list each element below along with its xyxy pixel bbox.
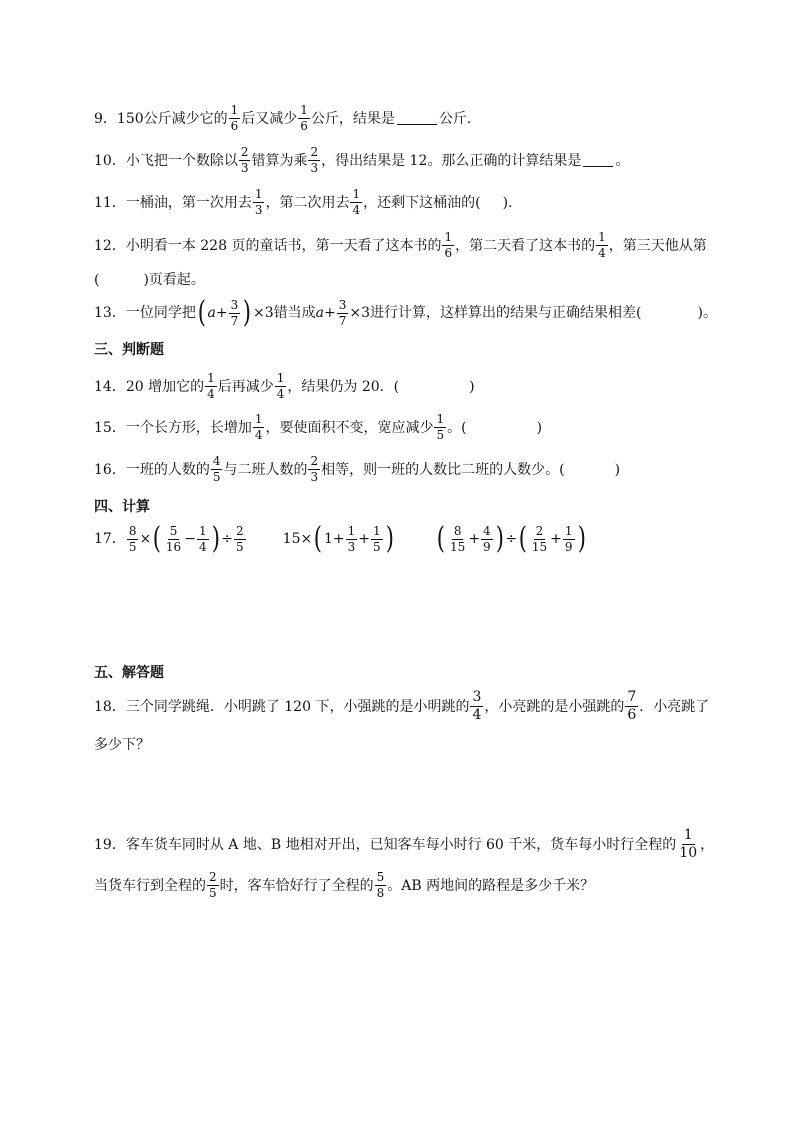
question-11 [94, 188, 513, 217]
q16-text-a: 一班的人数的 [125, 461, 210, 478]
q9-text-b: 后又减少 [241, 110, 298, 127]
q13-left-paren: ( [197, 295, 206, 330]
q17-e3-left-paren-1: ( [437, 521, 446, 556]
q12-text-e: )页看起。 [143, 272, 205, 288]
q9-text-a: 150公斤减少它的 [116, 110, 228, 127]
question-16 [94, 455, 620, 484]
q17-e1-fraction-3: $\frac{1}{4}$ [198, 523, 207, 554]
q19-text-b: ， [700, 836, 715, 853]
q15-text-a: 一个长方形，长增加 [125, 419, 252, 436]
q12-fraction-2: $\frac{1}{4}$ [598, 230, 606, 260]
q19-text-d: 时，客车恰好行了全程的 [219, 877, 374, 894]
q17-e2-left-paren: ( [313, 521, 323, 556]
q14-text-a: 20 增加它的 [125, 378, 205, 395]
q17-e1-fraction-1: $\frac{8}{5}$ [128, 523, 137, 554]
q17-e3-left-paren-2: ( [518, 521, 528, 556]
q13-text-b: 错当成 [273, 305, 316, 321]
q13-times-2: ×3 [349, 305, 371, 321]
q9-text-c: 公斤，结果是 [310, 110, 395, 127]
question-18-line-2 [94, 738, 150, 752]
q13-var-1: a [207, 305, 216, 321]
q17-e2-plus: + [358, 531, 370, 547]
q17-e2-one: 1+ [323, 531, 345, 547]
q12-text-b: ，第二天看了这本书的 [455, 237, 596, 254]
q17-expression-3 [435, 521, 587, 556]
q12-fraction-1: $\frac{1}{6}$ [444, 230, 453, 260]
q10-answer-blank[interactable] [583, 154, 613, 167]
q17-e3-fraction-1: $\frac{8}{15}$ [450, 523, 466, 554]
q15-fraction-2: $\frac{1}{5}$ [436, 412, 445, 442]
q11-fraction-1: $\frac{1}{3}$ [254, 187, 263, 217]
question-9 [94, 104, 471, 133]
q17-e3-fraction-3: $\frac{2}{15}$ [531, 523, 548, 554]
q9-text-d: 公斤. [438, 110, 472, 127]
q19-text-c: 当货车行到全程的 [94, 877, 206, 894]
q15-fraction-1: $\frac{1}{4}$ [254, 412, 263, 442]
q17-e1-minus: − [184, 531, 196, 547]
q17-e2-lead: 15× [282, 531, 313, 547]
q18-fraction-2: $\frac{7}{6}$ [627, 689, 637, 723]
q11-number: 11． [94, 194, 126, 211]
question-18 [94, 690, 709, 723]
q10-text-b: 错算为乘 [251, 152, 308, 169]
q17-e1-divide: ÷ [221, 531, 234, 547]
q18-text-a: 三个同学跳绳．小明跳了 120 下，小强跳的是小明跳的 [125, 698, 470, 715]
q17-e1-right-paren: ) [211, 521, 220, 556]
q16-text-d: ) [614, 461, 621, 478]
q10-fraction-1: $\frac{2}{3}$ [240, 145, 249, 175]
q17-e3-fraction-4: $\frac{1}{9}$ [564, 523, 573, 554]
q17-e1-fraction-2: $\frac{5}{16}$ [165, 523, 182, 554]
q16-fraction-1: $\frac{4}{5}$ [212, 454, 221, 484]
q12-open-paren: ( [94, 272, 100, 288]
q14-fraction-2: $\frac{1}{4}$ [276, 371, 285, 401]
section-4-heading: 四、计算 [94, 499, 150, 515]
q9-number: 9． [94, 110, 117, 127]
q17-e2-fraction-1: $\frac{1}{3}$ [347, 523, 356, 554]
q11-text-a: 一桶油，第一次用去 [125, 194, 252, 211]
q17-expression-2 [282, 521, 396, 556]
question-14 [94, 372, 475, 401]
q19-fraction-1: $\frac{1}{10}$ [679, 827, 698, 861]
q17-e2-right-paren: ) [385, 521, 394, 556]
q18-text-d: 多少下？ [94, 737, 150, 753]
q10-text-a: 小飞把一个数除以 [125, 152, 238, 169]
q13-text-c: 进行计算，这样算出的结果与正确结果相差( [370, 305, 642, 321]
q13-times-1: ×3 [253, 305, 274, 321]
q17-e3-right-paren-2: ) [577, 521, 586, 556]
q15-text-b: ，要使面积不变，宽应减少 [265, 419, 434, 436]
q13-plus-2: + [324, 305, 336, 321]
q15-text-d: ) [536, 419, 543, 436]
q17-e2-fraction-2: $\frac{1}{5}$ [372, 523, 381, 554]
q16-text-b: 与二班人数的 [223, 461, 308, 478]
q13-text-a: 一位同学把 [125, 305, 196, 321]
q17-e3-fraction-2: $\frac{4}{9}$ [483, 523, 491, 554]
question-15 [94, 413, 542, 442]
q14-text-b: 后再减少 [217, 378, 274, 395]
q12-number: 12． [94, 237, 126, 254]
q10-text-d: 。 [615, 152, 630, 169]
question-17 [94, 521, 587, 556]
q11-text-c: ，还剩下这桶油的( [363, 194, 481, 211]
q15-text-c: 。( [447, 419, 467, 436]
q11-fraction-2: $\frac{1}{4}$ [352, 187, 361, 217]
q11-text-b: ，第二次用去 [265, 194, 350, 211]
question-12-line-2 [94, 273, 205, 287]
q17-e1-times: × [139, 531, 152, 547]
q16-fraction-2: $\frac{2}{3}$ [310, 454, 319, 484]
question-12 [94, 231, 707, 260]
q14-text-d: ) [469, 378, 475, 395]
q13-plus-1: + [215, 305, 228, 321]
q13-text-d: )。 [697, 305, 717, 321]
q17-e1-left-paren: ( [152, 521, 162, 556]
q11-text-d: ). [502, 194, 513, 211]
q13-fraction-1: $\frac{3}{7}$ [230, 297, 239, 328]
q16-number: 16． [94, 461, 126, 478]
question-19-line-2 [94, 871, 594, 900]
q19-text-e: 。AB 两地间的路程是多少千米？ [387, 877, 595, 894]
question-10 [94, 146, 629, 175]
q12-text-a: 小明看一本 228 页的童话书，第一天看了这本书的 [125, 237, 442, 254]
q17-e1-fraction-4: $\frac{2}{5}$ [236, 523, 244, 554]
q13-number: 13． [94, 305, 126, 321]
q18-text-c: ．小亮跳了 [639, 698, 710, 715]
q10-fraction-2: $\frac{2}{3}$ [310, 145, 319, 175]
q14-number: 14． [94, 378, 126, 395]
q19-number: 19． [94, 836, 126, 853]
q15-number: 15． [94, 419, 126, 436]
q18-fraction-1: $\frac{3}{4}$ [472, 689, 482, 723]
q12-text-c: ，第三天他从第 [608, 237, 707, 254]
q9-answer-blank[interactable] [397, 112, 437, 125]
question-19 [94, 828, 714, 861]
q17-expression-1 [126, 521, 247, 556]
q10-number: 10． [94, 152, 126, 169]
q13-fraction-2: $\frac{3}{7}$ [338, 297, 347, 328]
q13-right-paren: ) [243, 295, 252, 330]
question-13 [94, 295, 717, 330]
q19-text-a: 客车货车同时从 A 地、B 地相对开出，已知客车每小时行 60 千米，货车每小时行全程的 [125, 836, 677, 853]
q16-text-c: 相等，则一班的人数比二班的人数少。( [321, 461, 565, 478]
q19-fraction-2: $\frac{2}{5}$ [209, 870, 217, 900]
q17-e3-plus-2: + [550, 531, 562, 547]
section-3-heading: 三、判断题 [94, 342, 164, 358]
q17-e3-right-paren-1: ) [495, 521, 504, 556]
q14-fraction-1: $\frac{1}{4}$ [207, 371, 215, 401]
q9-fraction-2: $\frac{1}{6}$ [300, 103, 308, 133]
q14-text-c: ，结果仍为 20．( [287, 378, 400, 395]
q17-e3-divide: ÷ [505, 531, 518, 547]
q19-fraction-3: $\frac{5}{8}$ [376, 870, 385, 900]
q18-text-b: ，小亮跳的是小强跳的 [484, 698, 625, 715]
q18-number: 18． [94, 698, 126, 715]
q17-e3-plus-1: + [468, 531, 481, 547]
q13-var-2: a [315, 305, 324, 321]
q10-text-c: ，得出结果是 12。那么正确的计算结果是 [321, 152, 582, 169]
q17-number: 17． [94, 531, 126, 547]
q9-fraction-1: $\frac{1}{6}$ [230, 103, 239, 133]
section-5-heading: 五、解答题 [94, 665, 164, 681]
